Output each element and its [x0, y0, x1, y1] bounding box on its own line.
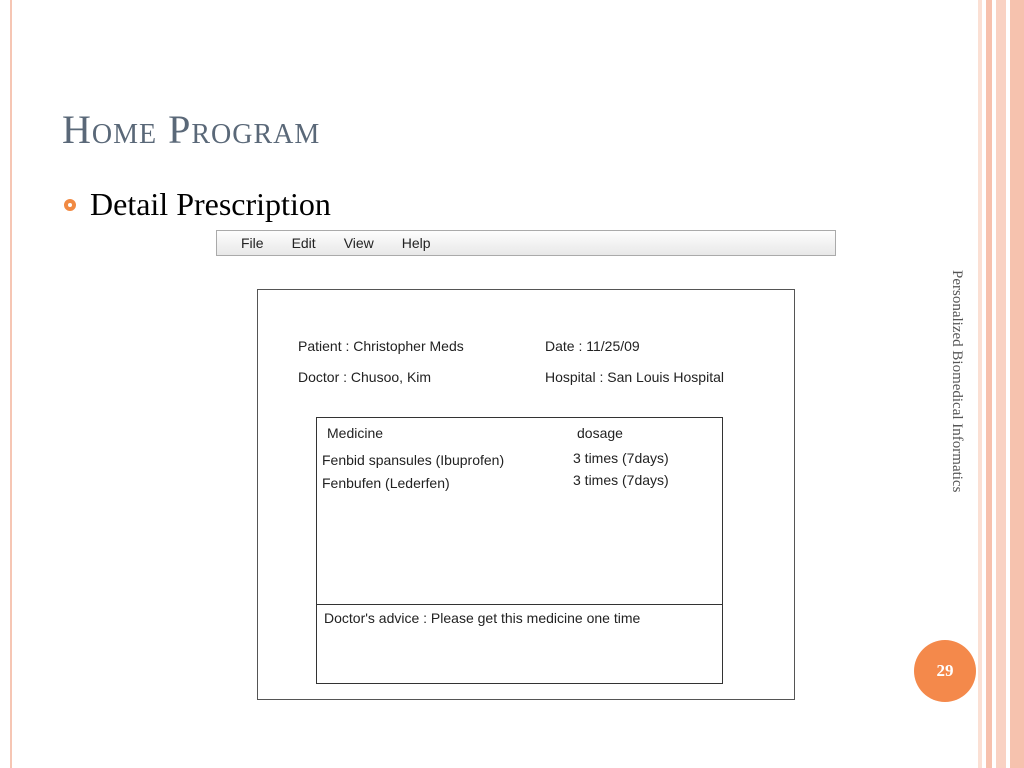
- column-header-dosage: dosage: [577, 425, 623, 441]
- advice-divider: [317, 604, 722, 605]
- left-decorative-rule: [10, 0, 12, 768]
- medicine-cell: Fenbufen (Lederfen): [322, 475, 450, 491]
- side-label: Personalized Biomedical Informatics: [949, 270, 965, 493]
- doctor-field: Doctor : Chusoo, Kim: [298, 369, 432, 385]
- menu-file[interactable]: File: [241, 235, 264, 251]
- column-header-medicine: Medicine: [327, 425, 384, 441]
- patient-field: Patient : Christopher Meds: [298, 338, 464, 354]
- dosage-cell: 3 times (7days): [573, 450, 669, 466]
- right-decorative-band: [1010, 0, 1024, 768]
- right-decorative-band: [978, 0, 982, 768]
- doctor-advice: Doctor's advice : Please get this medicine one time: [324, 610, 641, 626]
- date-field: Date : 11/25/09: [545, 338, 640, 354]
- medicine-table: [316, 417, 723, 684]
- bullet-text: Detail Prescription: [90, 186, 331, 222]
- dosage-cell: 3 times (7days): [573, 472, 669, 488]
- menu-view[interactable]: View: [343, 235, 374, 251]
- hospital-field: Hospital : San Louis Hospital: [545, 369, 724, 385]
- bullet-ring-icon: [64, 199, 76, 211]
- menu-help[interactable]: Help: [401, 235, 431, 251]
- bullet-item: [64, 186, 331, 223]
- app-menubar: [216, 230, 836, 256]
- page-number-badge: 29: [914, 640, 976, 702]
- menu-edit[interactable]: Edit: [291, 235, 316, 251]
- prescription-window: [257, 289, 795, 700]
- medicine-cell: Fenbid spansules (Ibuprofen): [322, 452, 505, 468]
- right-decorative-band: [996, 0, 1006, 768]
- slide-title: Home Program: [62, 107, 321, 152]
- right-decorative-band: [986, 0, 992, 768]
